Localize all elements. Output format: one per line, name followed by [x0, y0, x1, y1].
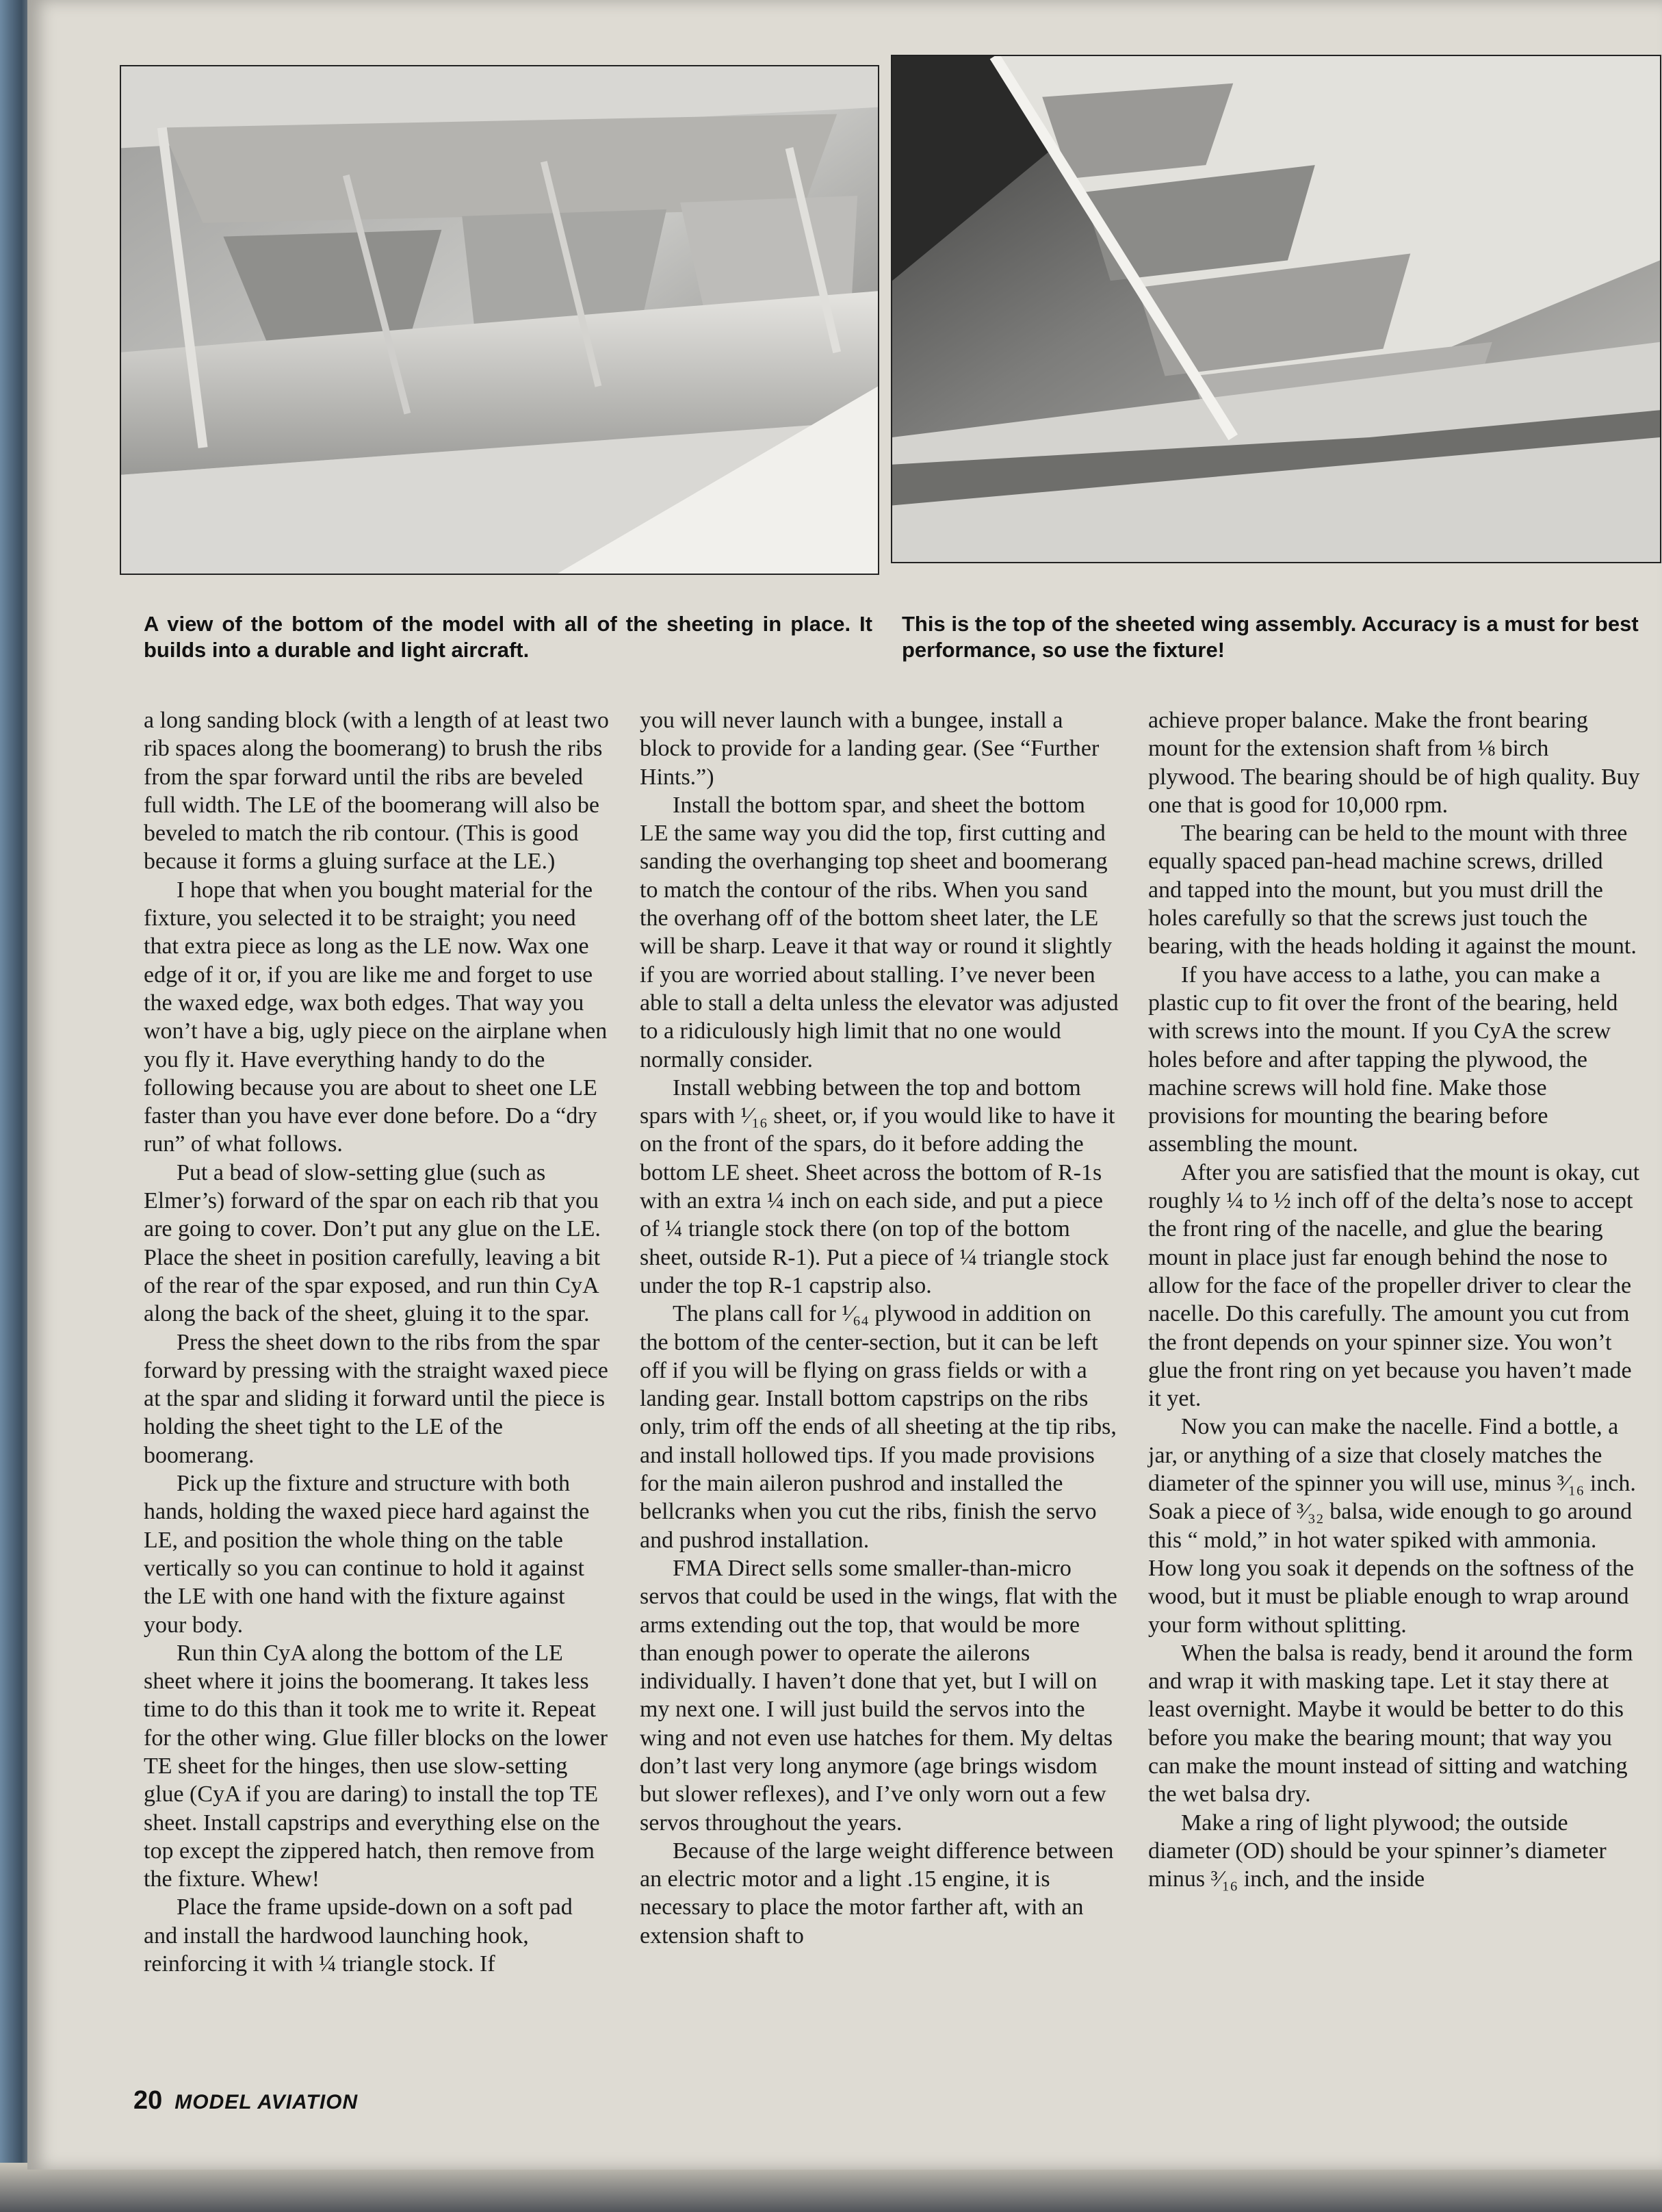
paragraph: When the balsa is ready, bend it around the form and wrap it with masking tape. Let it stay there at least overnight. Maybe it would be better to do this before you make the bearing mount; that way you can make the mount instead of sitting and watching the wet balsa dry. [1148, 1640, 1633, 1808]
paragraph: The bearing can be held to the mount with three equally spaced pan-head machine screws, drilled and tapped into the mount, but you must drill the holes carefully so that the screws just touch the bearing, with the heads holding it against the mount. [1148, 821, 1637, 960]
caption-bottom-of-model: A view of the bottom of the model with all of the sheeting in place. It builds into a durable and light aircraft. [144, 612, 872, 662]
magazine-name: MODEL AVIATION [174, 2091, 359, 2113]
paragraph: Press the sheet down to the ribs from the spar forward by pressing with the straight waxed piece at the spar and sliding it forward until the piece is holding the sheet tight to the LE of the boomerang. [144, 1329, 608, 1468]
paragraph: Run thin CyA along the bottom of the LE sheet where it joins the boomerang. It takes less time to do this than it took me to write it. Repeat for the other wing. Glue filler blocks on the lower TE sheet for the hinges, then use slow-setting glue (CyA if you are daring) to install the top TE sheet. Install capstrips and everything else on the top except the zippered hatch, then remove from the fixture. Whew! [144, 1640, 608, 1892]
paragraph: Make a ring of light plywood; the outside diameter (OD) should be your spinner’s diameter minus ³⁄₁₆ inch, and the inside [1148, 1810, 1607, 1892]
caption-top-of-wing: This is the top of the sheeted wing assembly. Accuracy is a must for best performance, so use the fixture! [902, 612, 1639, 662]
paragraph: Place the frame upside-down on a soft pad and install the hardwood launching hook, reinforcing it with ¼ triangle stock. If [144, 1894, 573, 1977]
page-number: 20 [133, 2086, 163, 2115]
paragraph: Install the bottom spar, and sheet the bottom LE the same way you did the top, first cutting and sanding the overhanging top sheet and boomerang to match the contour of the ribs. When you sand the overhang off of the bottom sheet later, the LE will be sharp. Leave it that way or round it slightly if you are worried about stalling. I’ve never been able to stall a delta unless the elevator was adjusted to a ridiculously high limit that no one would normally consider. [640, 792, 1119, 1072]
paragraph: Now you can make the nacelle. Find a bottle, a jar, or anything of a size that closely matches the diameter of the spinner you will use, minus ³⁄₁₆ inch. Soak a piece of ³⁄₃₂ balsa, wide enough to go around this “ mold,” in hot water spiked with ammonia. How long you soak it depends on the softness of the wood, but it must be pliable enough to wrap around your form without splitting. [1148, 1414, 1636, 1638]
paragraph: I hope that when you bought material for the fixture, you selected it to be straight; you need that extra piece as long as the LE now. Wax one edge of it or, if you are like me and forget to use the waxed edge, wax both edges. That way you won’t have a big, ugly piece on the airplane when you fly it. Have everything handy to do the following because you are about to sheet one LE faster than you have ever done before. Do a “dry run” of what follows. [144, 877, 608, 1157]
paragraph: FMA Direct sells some smaller-than-micro servos that could be used in the wings, flat with the arms extending out the top, that would be more than enough power to operate the ailerons individually. I haven’t done that yet, but I will on my next one. I will just build the servos into the wing and not even use hatches for them. My deltas don’t last very long anymore (age brings wisdom but slower reflexes), and I’ve only worn out a few servos throughout the years. [640, 1555, 1117, 1836]
paragraph: Install webbing between the top and bottom spars with ¹⁄₁₆ sheet, or, if you would like to have it on the front of the spars, do it before adding the bottom LE sheet. Sheet across the bottom of R-1s with an extra ¼ inch on each side, and put a piece of ¼ triangle stock there (on top of the bottom sheet, outside R-1). Put a piece of ¼ triangle stock under the top R-1 capstrip also. [640, 1075, 1115, 1298]
paragraph: a long sanding block (with a length of at least two rib spaces along the boomerang) to brush the ribs from the spar forward until the ribs are beveled full width. The LE of the boomerang will also be beveled to match the rib contour. (This is good because it forms a gluing surface at the LE.) [144, 708, 609, 875]
photo-top-of-wing [891, 55, 1661, 563]
page-bottom-edge [0, 2163, 1662, 2212]
paragraph: The plans call for ¹⁄₆₄ plywood in addition on the bottom of the center-section, but it can be left off if you will be flying on grass fields or with a landing gear. Install bottom capstrips on the ribs only, trim off the ends of all sheeting at the tip ribs, and install hollowed tips. If you made provisions for the main aileron pushrod and installed the bellcranks when you cut the ribs, finish the servo and pushrod installation. [640, 1301, 1117, 1553]
page-footer [133, 2086, 358, 2115]
photo-bottom-of-model [120, 65, 879, 575]
paragraph: achieve proper balance. Make the front bearing mount for the extension shaft from ⅛ birch plywood. The bearing should be of high quality. Buy one that is good for 10,000 rpm. [1148, 708, 1640, 818]
article-column-1 [144, 706, 609, 1978]
paragraph: you will never launch with a bungee, install a block to provide for a landing gear. (See “Further Hints.”) [640, 708, 1100, 790]
paragraph: Put a bead of slow-setting glue (such as Elmer’s) forward of the spar on each rib that you are going to cover. Don’t put any glue on the LE. Place the sheet in position carefully, leaving a bit of the rear of the spar exposed, and run thin CyA along the back of the sheet, gluing it to the spar. [144, 1159, 601, 1327]
paragraph: Because of the large weight difference between an electric motor and a light .15 engine, it is necessary to place the motor farther aft, with an extension shaft to [640, 1838, 1114, 1949]
article-column-3 [1148, 706, 1641, 1893]
paragraph: After you are satisfied that the mount is okay, cut roughly ¼ to ½ inch off of the delta’s nose to accept the front ring of the nacelle, and glue the bearing mount in place just far enough behind the nose to allow for the face of the propeller driver to clear the nacelle. Do this carefully. The amount you cut from the front depends on your spinner size. You won’t glue the front ring on yet because you haven’t made it yet. [1148, 1159, 1640, 1412]
paragraph: Pick up the fixture and structure with both hands, holding the waxed piece hard against the LE, and position the whole thing on the table vertically so you can continue to hold it against the LE with one hand with the fixture against your body. [144, 1471, 590, 1638]
article-column-2 [640, 706, 1119, 1950]
paragraph: If you have access to a lathe, you can make a plastic cup to fit over the front of the bearing, held with screws into the mount. If you CyA the screw holes before and after tapping the plywood, the machine screws will hold fine. Make those provisions for mounting the bearing before assembling the mount. [1148, 962, 1618, 1157]
